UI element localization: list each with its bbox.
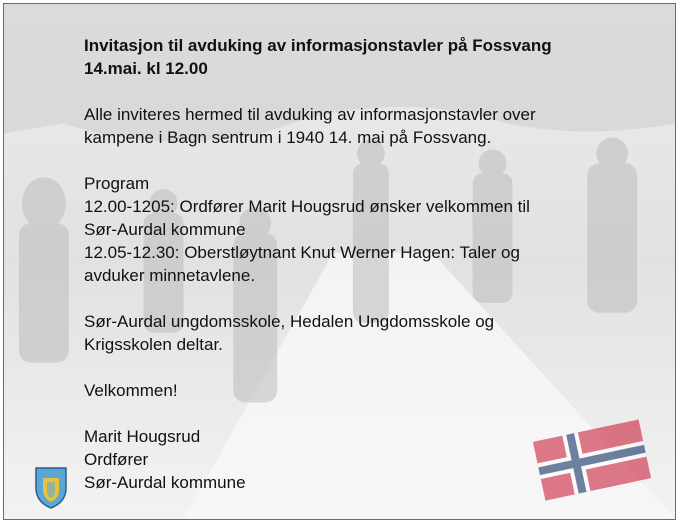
intro-paragraph bbox=[84, 103, 644, 149]
intro-line-2: kampene i Bagn sentrum i 1940 14. mai på Fossvang. bbox=[84, 128, 492, 147]
invitation-title bbox=[84, 34, 644, 80]
title-line-2: 14.mai. kl 12.00 bbox=[84, 59, 208, 78]
signature-name: Marit Hougsrud bbox=[84, 427, 201, 446]
program-heading: Program bbox=[84, 174, 150, 193]
invitation-text bbox=[84, 34, 644, 494]
coat-of-arms-icon bbox=[34, 466, 68, 510]
program-item-1-line-1: 12.00-1205: Ordfører Marit Hougsrud ønsker velkommen til bbox=[84, 197, 530, 216]
invitation-card bbox=[3, 3, 676, 520]
program-item-2-line-2: avduker minnetavlene. bbox=[84, 266, 256, 285]
welcome-text: Velkommen! bbox=[84, 381, 178, 400]
signature-block bbox=[84, 425, 644, 494]
signature-org: Sør-Aurdal kommune bbox=[84, 473, 246, 492]
title-line-1: Invitasjon til avduking av informasjonstavler på Fossvang bbox=[84, 36, 552, 55]
schools-line-2: Krigsskolen deltar. bbox=[84, 335, 223, 354]
intro-line-1: Alle inviteres hermed til avduking av informasjonstavler over bbox=[84, 105, 536, 124]
schools-paragraph bbox=[84, 310, 644, 356]
schools-line-1: Sør-Aurdal ungdomsskole, Hedalen Ungdomsskole og bbox=[84, 312, 495, 331]
program-section bbox=[84, 172, 644, 287]
program-item-1-line-2: Sør-Aurdal kommune bbox=[84, 220, 246, 239]
program-item-2-line-1: 12.05-12.30: Oberstløytnant Knut Werner Hagen: Taler og bbox=[84, 243, 520, 262]
signature-title: Ordfører bbox=[84, 450, 149, 469]
